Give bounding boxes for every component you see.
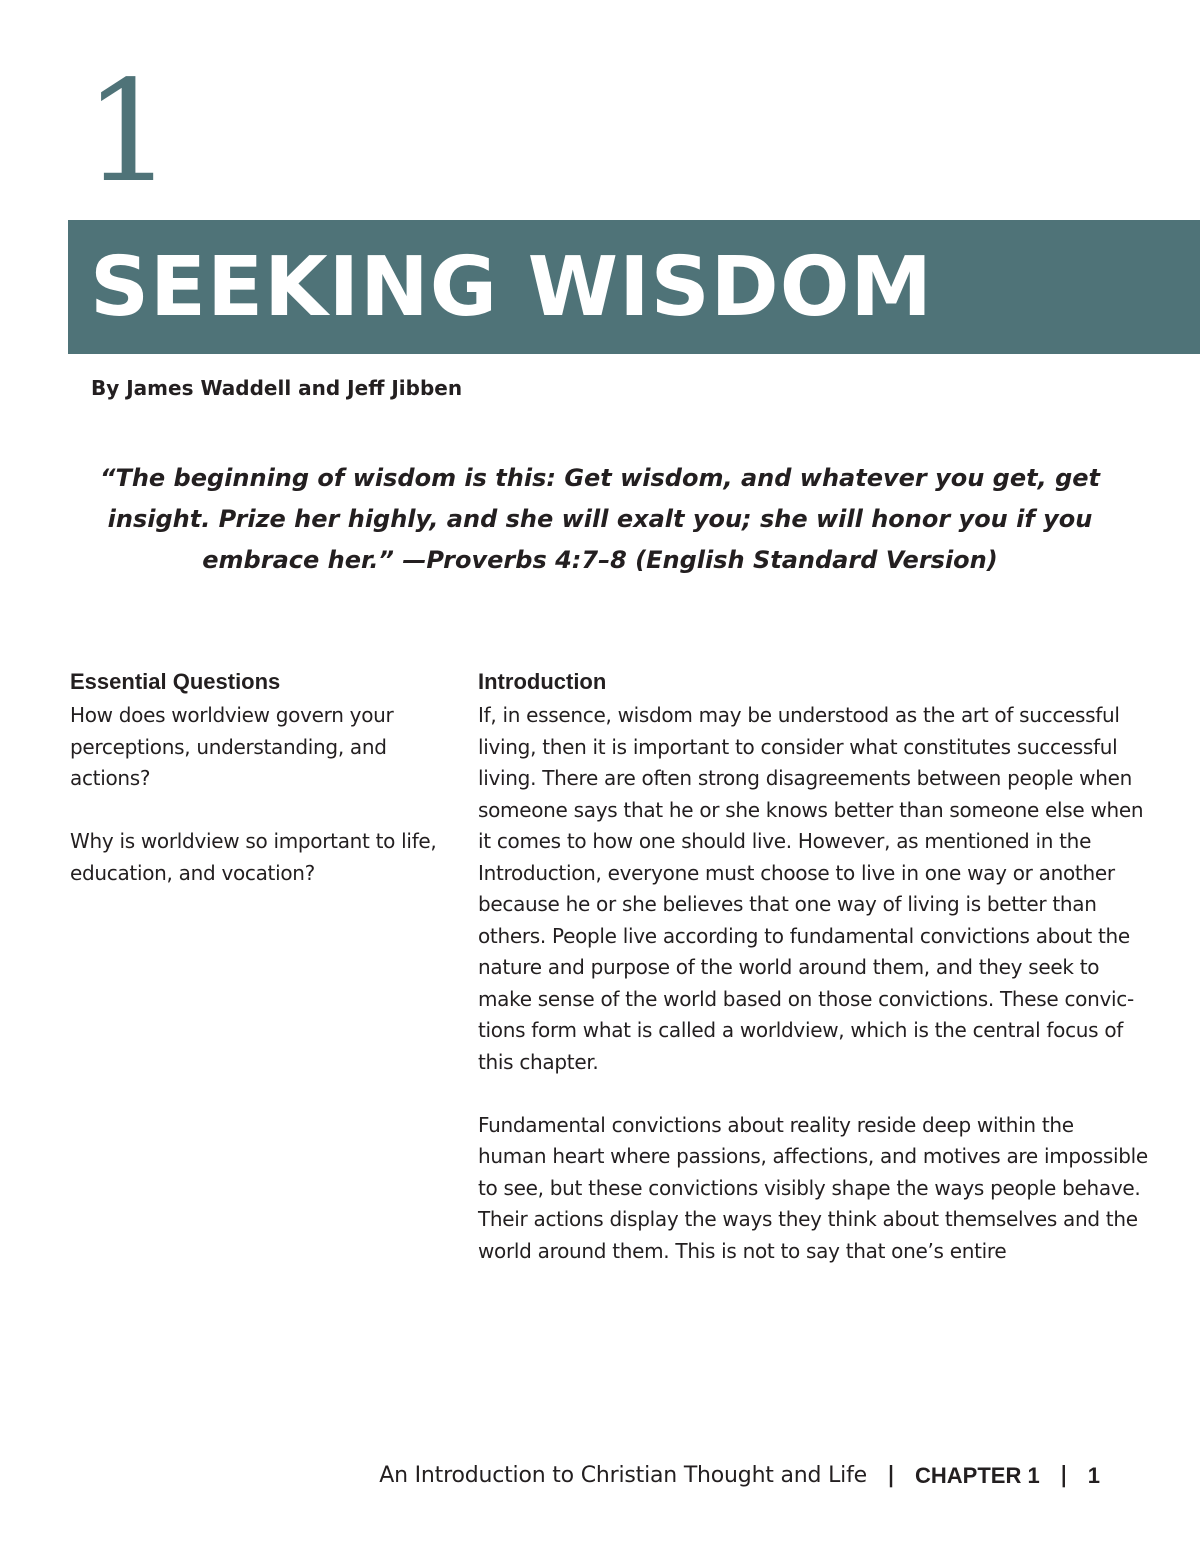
introduction-section: [478, 666, 1148, 1299]
introduction-heading: Introduction: [478, 669, 607, 694]
introduction-paragraph: Fundamental convictions about reality reside deep within the human heart where passions, affections, and motives are impossible to see, but these convictions visibly shape the ways people behave. Their actions display the ways they think about themselves and the world around them. This is not to say that one’s entire: [478, 1112, 1148, 1263]
page-footer: [379, 1460, 1100, 1492]
author-byline: By James Waddell and Jeff Jibben: [91, 376, 463, 400]
footer-separator: |: [1059, 1463, 1068, 1488]
footer-chapter-label: CHAPTER 1: [915, 1463, 1040, 1488]
essential-question-item: How does worldview govern your perceptions, understanding, and actions?: [70, 703, 394, 790]
chapter-number: 1: [84, 51, 174, 214]
introduction-paragraph: If, in essence, wisdom may be understood as the art of successful living, then it is important to consider what constitutes successful living. There are often strong disagreements between people when someone says that he or she knows better than someone else when it comes to how one should live. However, as mentioned in the Introduction, everyone must choose to live in one way or another because he or she believes that one way of living is better than others. People live according to fundamental convictions about the nature and purpose of the world around them, and they seek to make sense of the world based on those convictions. These convic-tions form what is called a worldview, which is the central focus of this chapter.: [478, 703, 1144, 1074]
chapter-title-banner: [68, 220, 1200, 354]
chapter-title: SEEKING WISDOM: [90, 240, 934, 335]
footer-book-title: An Introduction to Christian Thought and Life: [379, 1463, 867, 1488]
essential-question-item: Why is worldview so important to life, education, and vocation?: [70, 829, 437, 885]
epigraph-quote: “The beginning of wisdom is this: Get wisdom, and whatever you get, get insight. Prize her highly, and she will exalt you; she will honor you if you embrace her.” —Proverbs 4:7–8 (English Standard Version): [100, 464, 1100, 574]
essential-questions-section: [70, 666, 460, 921]
footer-page-number: 1: [1087, 1463, 1100, 1488]
essential-questions-heading: Essential Questions: [70, 669, 281, 694]
footer-separator: |: [886, 1463, 896, 1488]
